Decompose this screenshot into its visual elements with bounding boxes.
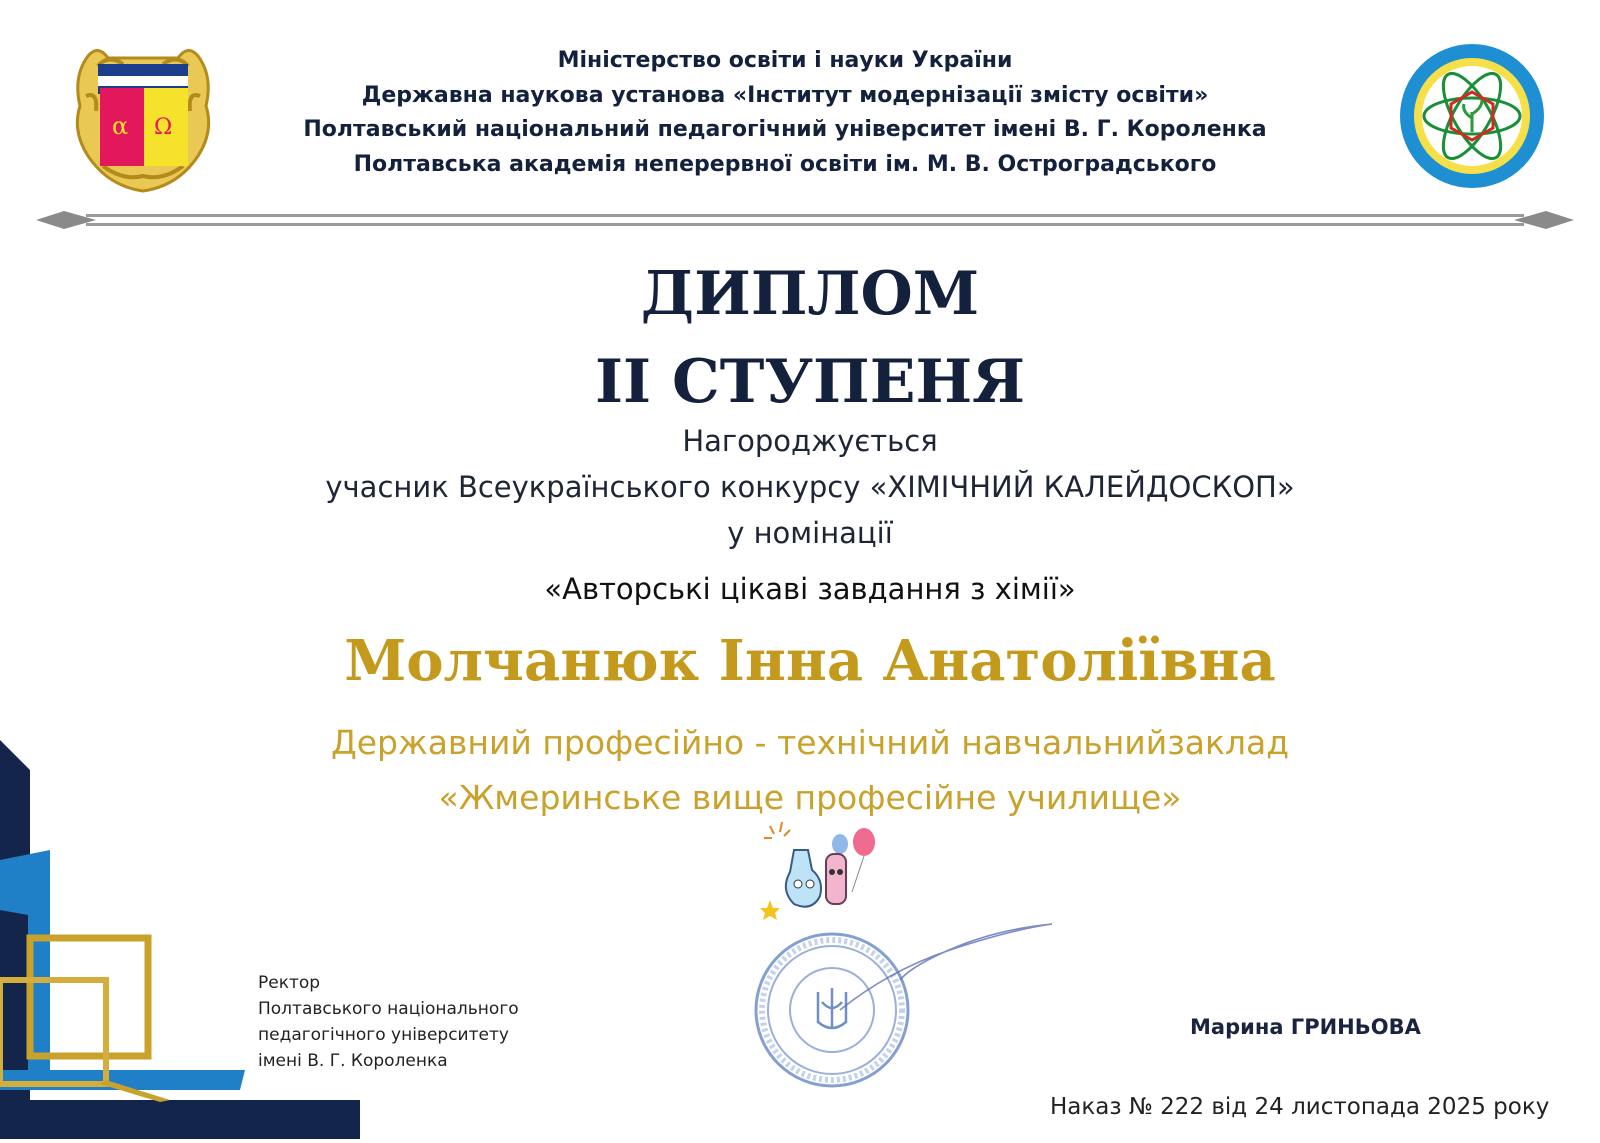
institution-line-1: Державний професійно - технічний навчальнийзаклад <box>330 723 1290 762</box>
chemistry-mascots-icon <box>760 820 890 920</box>
corner-decoration <box>0 740 360 1139</box>
signature-icon <box>830 910 1060 1020</box>
award-text <box>200 418 1420 556</box>
header-university: Полтавський національний педагогічний університет імені В. Г. Короленка <box>303 117 1267 142</box>
rector-line-1: Ректор <box>258 973 321 993</box>
header-institutions <box>280 44 1290 182</box>
rector-line-3: педагогічного університету <box>258 1025 509 1045</box>
rector-line-4: імені В. Г. Короленка <box>258 1051 448 1071</box>
award-line-2: учасник Всеукраїнського конкурсу «ХІМІЧНИЙ КАЛЕЙДОСКОП» <box>325 470 1295 504</box>
diploma-title: ДИПЛОМ <box>640 259 980 329</box>
header-ministry: Міністерство освіти і науки України <box>557 48 1013 73</box>
chemistry-department-emblem-icon <box>1398 42 1546 190</box>
rector-line-2: Полтавського національного <box>258 999 519 1019</box>
institution-line-2: «Жмеринське вище професійне училище» <box>438 778 1182 817</box>
award-line-1: Нагороджується <box>682 424 938 458</box>
order-number: Наказ № 222 від 24 листопада 2025 року <box>1050 1094 1550 1120</box>
svg-text:α: α <box>112 112 129 140</box>
diploma-degree: II СТУПЕНЯ <box>594 347 1026 417</box>
header-academy: Полтавська академія неперервної освіти ім. М. В. Остроградського <box>353 151 1217 177</box>
recipient-institution <box>200 715 1420 825</box>
divider-line <box>36 207 1574 233</box>
svg-text:Ω: Ω <box>154 115 173 140</box>
nomination: «Авторські цікаві завдання з хімії» <box>544 572 1076 606</box>
header-institute: Державна наукова установа «Інститут модернізації змісту освіти» <box>361 82 1209 108</box>
award-line-3: у номінації <box>727 516 893 550</box>
rector-title <box>258 970 519 1074</box>
signer-name: Марина ГРИНЬОВА <box>1190 1015 1421 1039</box>
recipient-name: Молчанюк Інна Анатоліївна <box>344 628 1276 694</box>
university-crest-icon <box>68 36 218 196</box>
